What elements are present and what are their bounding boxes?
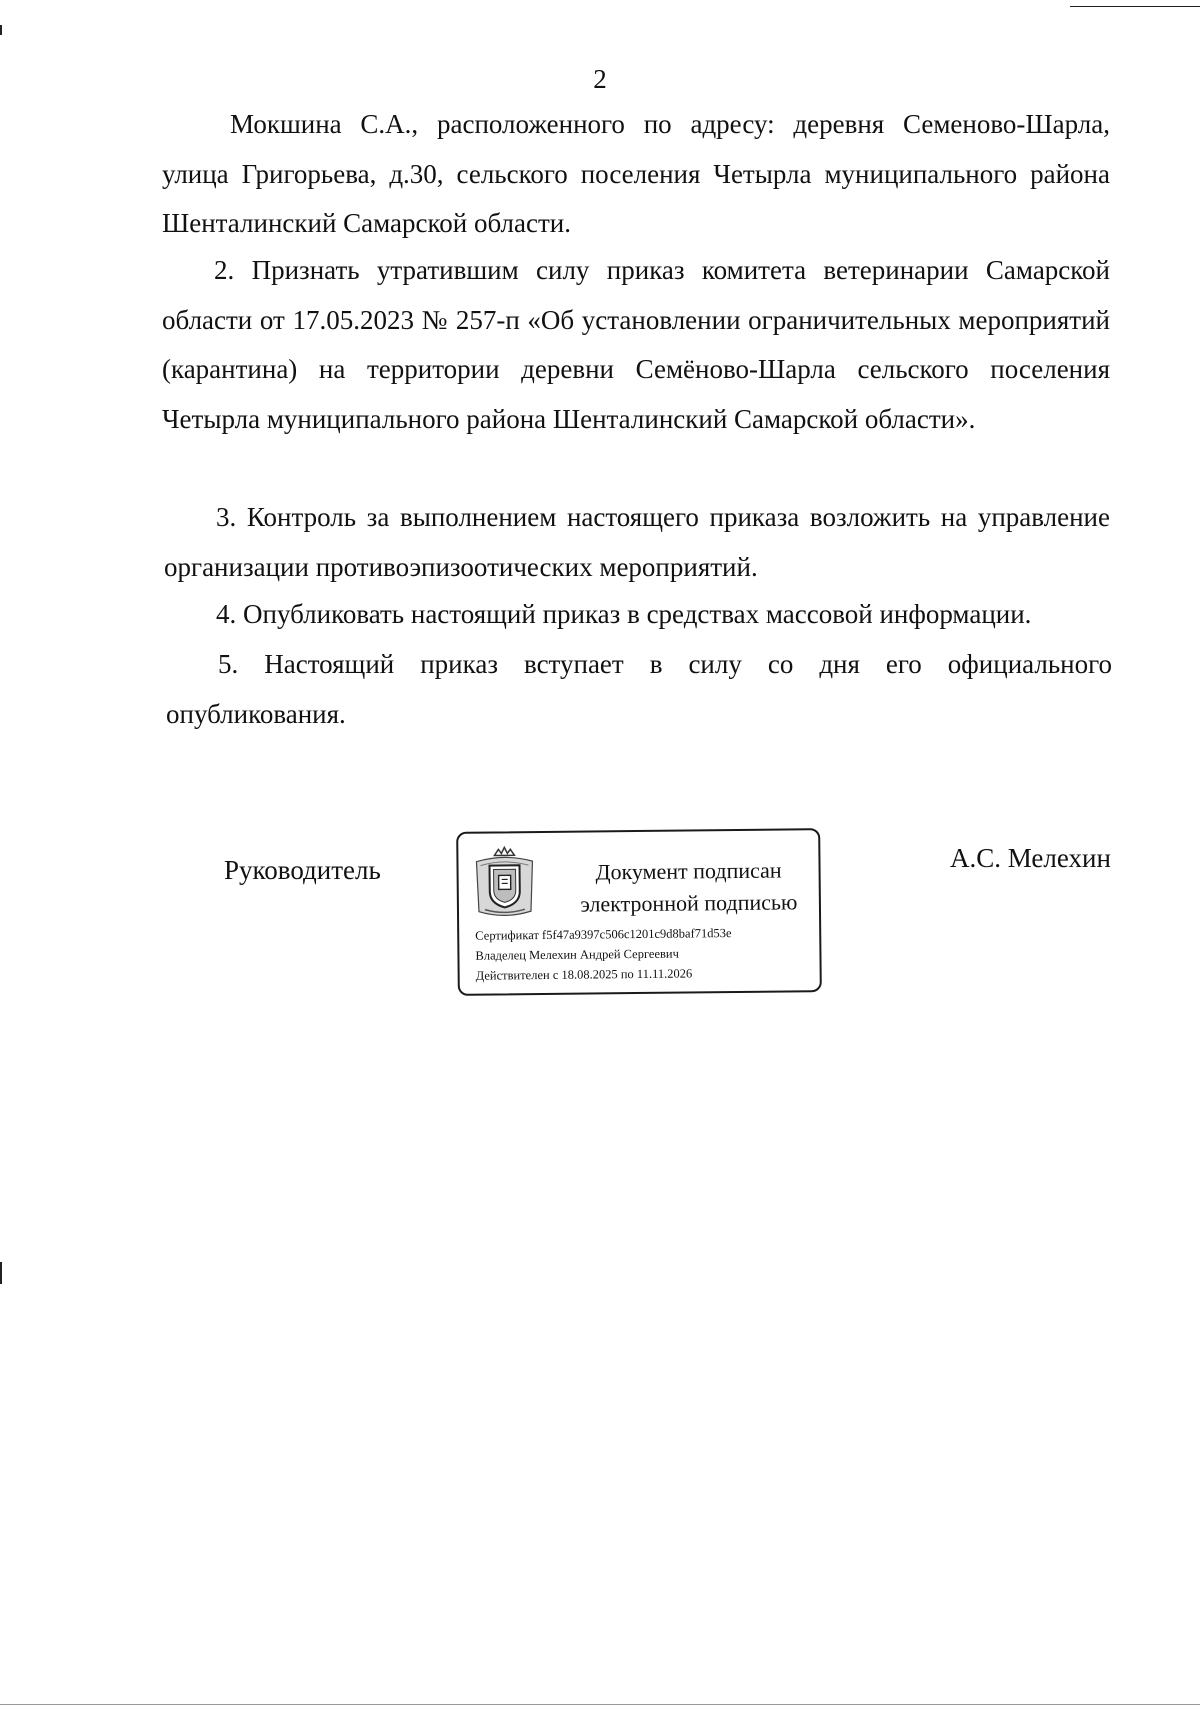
scan-edge-mark-left-2: [0, 1262, 2, 1284]
certificate-owner: Владелец Мелехин Андрей Сергеевич: [475, 946, 679, 963]
stamp-line-1: Документ подписан: [595, 857, 782, 885]
paragraph-item-3: 3. Контроль за выполнением настоящего приказа возложить на управление организации противоэпизоотических мероприятий.: [164, 502, 1110, 582]
stamp-line-2: электронной подписью: [580, 889, 798, 917]
stamp-title: [558, 854, 819, 921]
signer-title: Руководитель: [224, 855, 381, 885]
paragraph-item-5: 5. Настоящий приказ вступает в силу со дня его официального опубликования.: [166, 649, 1112, 729]
certificate-id: Сертификат f5f47a9397c506c1201c9d8baf71d53e: [475, 926, 732, 943]
electronic-signature-stamp: [456, 828, 822, 996]
paragraph-item-4: 4. Опубликовать настоящий приказ в средствах массовой информации.: [216, 599, 1032, 629]
scan-edge-mark-left-1: [0, 25, 2, 35]
scan-edge-line-top: [1070, 6, 1200, 7]
paragraph-item-2: 2. Признать утратившим силу приказ комитета ветеринарии Самарской области от 17.05.2023 № 257-п «Об установлении ограничительных мероприятий (карантина) на территории деревни Семёново-Шарла сельского поселения Четырла муниципального района Шенталинский Самарской области».: [162, 255, 1110, 434]
stamp-details: [475, 923, 732, 986]
paragraph-continuation: Мокшина С.А., расположенного по адресу: деревня Семеново-Шарла, улица Григорьева, д.30, сельского поселения Четырла муниципального района Шенталинский Самарской области.: [162, 109, 1110, 238]
coat-of-arms-icon: [472, 845, 537, 920]
certificate-validity: Действителен с 18.08.2025 по 11.11.2026: [475, 966, 693, 983]
signer-name: А.С. Мелехин: [950, 843, 1111, 873]
page-number: 2: [593, 64, 607, 94]
scan-edge-line-bottom: [0, 1704, 1200, 1705]
